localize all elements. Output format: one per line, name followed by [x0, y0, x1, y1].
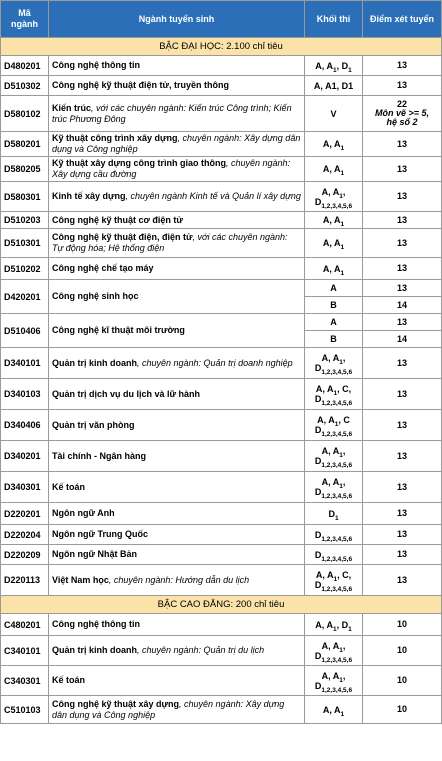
score-cell: 13: [363, 503, 442, 525]
block-line: $D_{1,2,3,4,5,6}$: [314, 425, 353, 438]
major-name-cell: [49, 545, 305, 565]
score-value: 22: [396, 99, 407, 109]
major-name-cell: [49, 229, 305, 258]
block-subscript: 1: [340, 269, 345, 277]
block-line: $D_1$: [328, 508, 339, 522]
block-cell: [305, 157, 363, 182]
block-line: V: [330, 108, 337, 119]
block-cell: [305, 182, 363, 212]
major-specialization: , chuyên ngành: Xây dựng dân dụng và Công nghiệp: [52, 698, 285, 720]
block-cell: [305, 229, 363, 258]
block-cell: [305, 636, 363, 666]
score-value: 13: [396, 163, 407, 174]
block-line: $D_{1,2,3,4,5,6}$: [314, 456, 353, 469]
major-name: Kiến trúc: [52, 102, 92, 113]
score-cell: [363, 157, 442, 182]
score-value: hệ số 2: [386, 117, 418, 127]
block-line: A, $A_1$,: [321, 446, 346, 459]
block-subscript: 1,2,3,4,5,6: [321, 585, 353, 593]
score-cell: 13: [363, 348, 442, 379]
block-line: $D_{1,2,3,4,5,6}$: [314, 650, 353, 664]
major-code: D340406: [1, 410, 49, 441]
block-line: $D_{1,2,3,4,5,6}$: [314, 680, 353, 694]
table-row: [1, 76, 442, 96]
block-cell: [305, 525, 363, 545]
score-cell: [363, 132, 442, 157]
major-name-cell: [49, 525, 305, 545]
major-code: D220209: [1, 545, 49, 565]
block-subscript: 1: [339, 358, 343, 366]
block-subscript: 1: [334, 420, 339, 428]
major-code: D340301: [1, 472, 49, 503]
block-cell: B: [305, 297, 363, 314]
major-name: Công nghệ thông tin: [52, 60, 140, 70]
block-subscript: 1,2,3,4,5,6: [321, 430, 353, 438]
block-cell: B: [305, 331, 363, 348]
table-row: [1, 132, 442, 157]
major-name: Kỹ thuật xây dựng công trình giao thông: [52, 158, 227, 168]
block-line: A, $A_1$, C,: [315, 570, 352, 583]
block-line: A, $A_1$: [322, 215, 345, 228]
block-cell: [305, 56, 363, 76]
block-cell: [305, 410, 363, 441]
score-cell: 13: [363, 314, 442, 331]
table-row: [1, 258, 442, 280]
block-cell: [305, 565, 363, 596]
major-code: D220204: [1, 525, 49, 545]
block-subscript: 1,2,3,4,5,6: [321, 461, 353, 469]
table-row: [1, 96, 442, 132]
major-name: Ngôn ngữ Nhật Bản: [52, 549, 138, 559]
major-name: Kỹ thuật công trình xây dựng: [52, 133, 178, 143]
table-row: [1, 348, 442, 379]
block-cell: [305, 379, 363, 410]
major-code: C510103: [1, 696, 49, 724]
major-name: Công nghệ sinh học: [52, 291, 139, 301]
block-line: A, $A_1$, C,: [315, 384, 352, 397]
score-value: Môn vẽ >= 5,: [374, 108, 430, 118]
major-code: D340201: [1, 441, 49, 472]
table-row: [1, 212, 442, 229]
table-row: [1, 410, 442, 441]
major-name-cell: [49, 132, 305, 157]
table-row: [1, 379, 442, 410]
major-code: C340301: [1, 666, 49, 696]
block-line: $D_{1,2,3,4,5,6}$: [314, 580, 353, 593]
block-line: A, A1, D1: [313, 80, 354, 91]
header-score: Điểm xét tuyển: [363, 1, 442, 38]
block-cell: [305, 472, 363, 503]
major-code: D580102: [1, 96, 49, 132]
section-title: BẬC CAO ĐẲNG: 200 chỉ tiêu: [1, 596, 442, 614]
major-code: C340101: [1, 636, 49, 666]
score-cell: [363, 76, 442, 96]
table-row: [1, 157, 442, 182]
block-line: A, $A_1$: [322, 704, 345, 718]
major-code: D510301: [1, 229, 49, 258]
block-subscript: 1: [333, 575, 338, 583]
table-header-row: [1, 1, 442, 38]
score-value: 13: [396, 214, 407, 225]
major-name-cell: [49, 379, 305, 410]
header-major: Ngành tuyển sinh: [49, 1, 305, 38]
major-code: D510302: [1, 76, 49, 96]
major-specialization: , chuyên ngành: Xây dựng dân dụng và Công nghiệp: [52, 133, 301, 154]
table-row: [1, 441, 442, 472]
block-cell: [305, 545, 363, 565]
block-line: A, $A_1$,: [321, 640, 346, 654]
major-name: Ngôn ngữ Anh: [52, 508, 115, 518]
table-row: [1, 666, 442, 696]
block-line: A, $A_1$, $D_1$: [315, 619, 352, 633]
major-name: Kinh tế xây dựng: [52, 191, 126, 201]
block-cell: [305, 96, 363, 132]
score-value: 13: [396, 263, 407, 273]
block-subscript: 1: [340, 243, 345, 251]
table-row: [1, 314, 442, 331]
block-cell: [305, 348, 363, 379]
major-specialization: , chuyên ngành: Quản trị du lịch: [137, 645, 265, 655]
block-subscript: 1: [340, 169, 345, 177]
block-subscript: 1: [339, 646, 343, 654]
block-line: A, $A_1$,: [321, 186, 346, 200]
major-name: Công nghệ kỹ thuật điện tử, truyền thông: [52, 80, 230, 90]
section-row: [1, 596, 442, 614]
major-name-cell: [49, 212, 305, 229]
block-cell: [305, 614, 363, 636]
block-line: $D_{1,2,3,4,5,6}$: [314, 549, 353, 563]
block-subscript: 1,2,3,4,5,6: [321, 555, 353, 563]
score-cell: [363, 212, 442, 229]
block-line: A, $A_1$,: [321, 477, 346, 490]
score-cell: 13: [363, 525, 442, 545]
major-name-cell: [49, 503, 305, 525]
block-subscript: 1: [334, 514, 339, 522]
major-name-cell: [49, 410, 305, 441]
major-name-cell: [49, 96, 305, 132]
block-line: $D_{1,2,3,4,5,6}$: [314, 394, 353, 407]
major-name-cell: [49, 182, 305, 212]
major-code: D420201: [1, 280, 49, 314]
score-cell: 13: [363, 472, 442, 503]
major-name-cell: [49, 348, 305, 379]
major-name-cell: [49, 666, 305, 696]
block-subscript: 1: [339, 676, 343, 684]
major-name-cell: [49, 280, 305, 314]
block-line: A, $A_1$, $D_1$: [315, 60, 352, 74]
block-line: A, $A_1$, C: [317, 415, 350, 428]
table-row: [1, 503, 442, 525]
block-cell: [305, 76, 363, 96]
major-code: D580201: [1, 132, 49, 157]
block-line: A, $A_1$,: [321, 353, 346, 366]
major-name: Việt Nam học: [52, 574, 109, 585]
score-cell: [363, 56, 442, 76]
score-value: 13: [396, 191, 407, 201]
block-subscript: 1: [339, 451, 343, 459]
score-cell: [363, 182, 442, 212]
major-name: Kế toán: [52, 481, 86, 492]
major-specialization: , chuyên ngành Kinh tế và Quản lí xây dựng: [125, 191, 301, 201]
score-value: 13: [396, 138, 407, 149]
score-cell: 13: [363, 565, 442, 596]
block-line: A, $A_1$: [322, 164, 345, 177]
major-name: Công nghệ thông tin: [52, 619, 140, 629]
table-row: [1, 472, 442, 503]
major-name: Công nghệ kỹ thuật điện, điện tử: [52, 232, 193, 242]
score-cell: 13: [363, 441, 442, 472]
block-cell: [305, 696, 363, 724]
score-cell: 13: [363, 379, 442, 410]
header-block: Khối thi: [305, 1, 363, 38]
score-cell: [363, 96, 442, 132]
major-code: C480201: [1, 614, 49, 636]
score-value: 13: [396, 80, 407, 90]
table-row: [1, 280, 442, 297]
table-row: [1, 545, 442, 565]
section-row: [1, 38, 442, 56]
table-row: [1, 614, 442, 636]
major-name: Quản trị kinh doanh: [52, 645, 137, 655]
major-name: Công nghệ kỹ thuật xây dựng: [52, 698, 180, 709]
block-line: $D_{1,2,3,4,5,6}$: [314, 487, 353, 500]
header-code: Mã ngành: [1, 1, 49, 38]
score-cell: 13: [363, 280, 442, 297]
major-name-cell: [49, 157, 305, 182]
major-name-cell: [49, 565, 305, 596]
major-code: D580205: [1, 157, 49, 182]
block-subscript: 1: [339, 482, 343, 490]
block-cell: [305, 503, 363, 525]
block-subscript: 1: [348, 625, 352, 633]
major-name-cell: [49, 258, 305, 280]
block-cell: A: [305, 280, 363, 297]
major-name: Quản trị văn phòng: [52, 419, 135, 430]
major-name-cell: [49, 614, 305, 636]
table-body: [1, 38, 442, 724]
score-value: 13: [396, 60, 407, 70]
major-name-cell: [49, 76, 305, 96]
score-cell: 10: [363, 636, 442, 666]
block-subscript: 1,2,3,4,5,6: [321, 202, 353, 210]
block-subscript: 1: [332, 66, 337, 74]
major-code: D220113: [1, 565, 49, 596]
block-subscript: 1: [340, 144, 345, 152]
block-cell: A: [305, 314, 363, 331]
major-name: Công nghệ kĩ thuật môi trường: [52, 325, 185, 335]
major-code: D510406: [1, 314, 49, 348]
table-row: [1, 56, 442, 76]
major-name-cell: [49, 636, 305, 666]
score-cell: 10: [363, 666, 442, 696]
major-name-cell: [49, 696, 305, 724]
block-cell: [305, 212, 363, 229]
major-code: D340103: [1, 379, 49, 410]
score-cell: 10: [363, 696, 442, 724]
block-subscript: 1: [340, 220, 345, 228]
block-subscript: 1,2,3,4,5,6: [321, 686, 353, 694]
block-line: $D_{1,2,3,4,5,6}$: [314, 529, 353, 543]
major-code: D510203: [1, 212, 49, 229]
table-row: [1, 565, 442, 596]
major-name: Công nghệ kỹ thuật cơ điện tử: [52, 214, 183, 225]
major-specialization: , chuyên ngành: Xây dựng cầu đường: [52, 158, 291, 179]
block-subscript: 1: [333, 389, 338, 397]
major-code: D580301: [1, 182, 49, 212]
score-cell: [363, 258, 442, 280]
major-name-cell: [49, 441, 305, 472]
major-specialization: , chuyên ngành: Quản trị doanh nghiệp: [137, 357, 293, 368]
block-line: $D_{1,2,3,4,5,6}$: [314, 196, 353, 210]
table-row: [1, 636, 442, 666]
major-name-cell: [49, 472, 305, 503]
block-subscript: 1: [340, 710, 345, 718]
score-value: 13: [396, 237, 407, 248]
block-subscript: 1,2,3,4,5,6: [321, 656, 353, 664]
major-code: D220201: [1, 503, 49, 525]
block-line: A, $A_1$: [322, 238, 345, 251]
score-cell: 13: [363, 545, 442, 565]
score-cell: 14: [363, 297, 442, 314]
section-title: BẬC ĐẠI HỌC: 2.100 chỉ tiêu: [1, 38, 442, 56]
score-cell: 10: [363, 614, 442, 636]
major-code: D340101: [1, 348, 49, 379]
major-code: D480201: [1, 56, 49, 76]
block-line: $D_{1,2,3,4,5,6}$: [314, 363, 353, 376]
major-name: Công nghệ chế tạo máy: [52, 263, 154, 273]
block-subscript: 1,2,3,4,5,6: [321, 368, 353, 376]
score-cell: [363, 229, 442, 258]
major-name-cell: [49, 56, 305, 76]
block-subscript: 1,2,3,4,5,6: [321, 399, 353, 407]
major-name: Tài chính - Ngân hàng: [52, 450, 146, 461]
block-line: A, $A_1$,: [321, 670, 346, 684]
major-name: Kế toán: [52, 675, 86, 685]
major-code: D510202: [1, 258, 49, 280]
block-subscript: 1: [332, 625, 337, 633]
block-subscript: 1,2,3,4,5,6: [321, 492, 353, 500]
score-cell: 14: [363, 331, 442, 348]
major-name: Quản trị dịch vụ du lịch và lữ hành: [52, 388, 201, 399]
major-specialization: , với các chuyên ngành: Tự động hóa; Hệ thống điện: [52, 232, 288, 253]
major-name: Quản trị kinh doanh: [52, 357, 137, 368]
table-row: [1, 525, 442, 545]
table-row: [1, 696, 442, 724]
block-cell: [305, 258, 363, 280]
block-cell: [305, 441, 363, 472]
block-cell: [305, 666, 363, 696]
major-name: Ngôn ngữ Trung Quốc: [52, 529, 149, 539]
major-specialization: , chuyên ngành: Hướng dẫn du lịch: [108, 574, 250, 585]
block-subscript: 1: [339, 192, 343, 200]
block-subscript: 1,2,3,4,5,6: [321, 535, 353, 543]
major-name-cell: [49, 314, 305, 348]
table-row: [1, 182, 442, 212]
block-line: A, $A_1$: [322, 139, 345, 152]
block-line: A, $A_1$: [322, 263, 345, 277]
major-specialization: , với các chuyên ngành: Kiến trúc Công trình; Kiến trúc Phương Đông: [52, 102, 292, 124]
score-cell: 13: [363, 410, 442, 441]
block-subscript: 1: [348, 66, 352, 74]
block-cell: [305, 132, 363, 157]
table-row: [1, 229, 442, 258]
